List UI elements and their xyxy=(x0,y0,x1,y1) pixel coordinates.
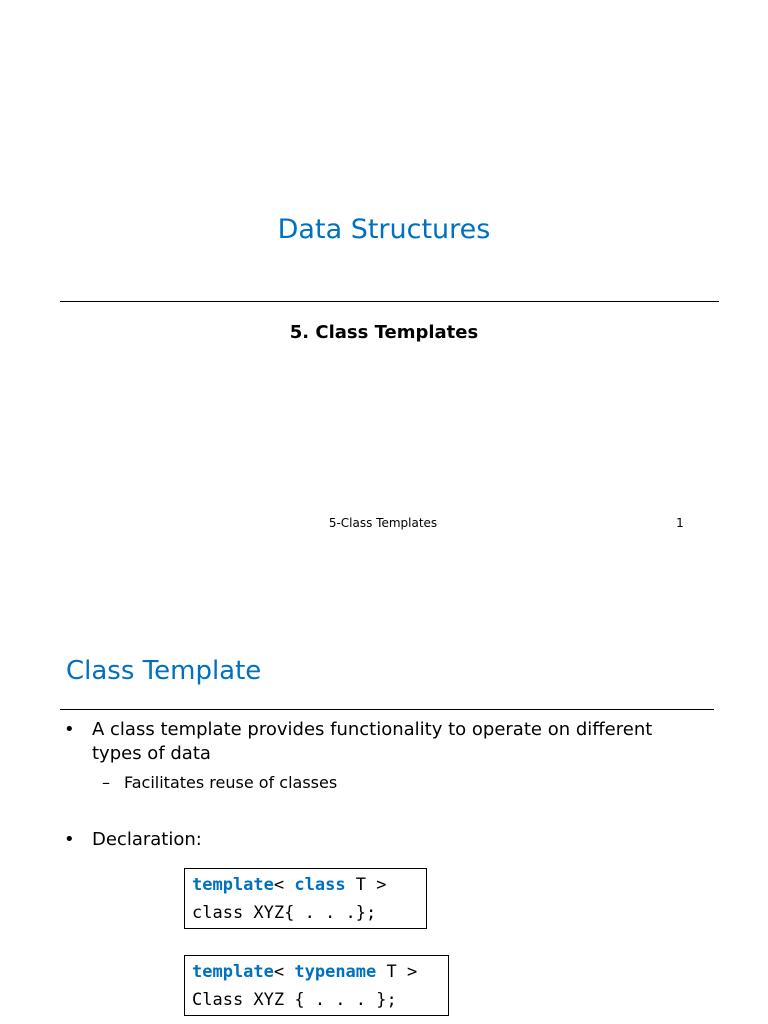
content-slide xyxy=(0,560,768,1024)
code-line: class XYZ{ . . .}; xyxy=(192,903,377,923)
sub-bullet-text: Facilitates reuse of classes xyxy=(124,773,338,792)
bullet-marker: • xyxy=(64,719,75,740)
bullet-text: A class template provides functionality to operate on different types of data xyxy=(92,719,653,764)
code-keyword: template xyxy=(192,962,274,982)
code-line xyxy=(192,958,441,986)
code-keyword: class xyxy=(294,875,346,895)
code-token: T > xyxy=(376,962,418,982)
code-line: Class XYZ { . . . }; xyxy=(192,990,397,1010)
slide-title-divider xyxy=(60,709,714,710)
code-token: < xyxy=(273,875,295,895)
bullet-text: Declaration: xyxy=(92,829,202,850)
title-divider xyxy=(60,301,719,302)
page-number: 1 xyxy=(676,516,684,530)
deck-title: Data Structures xyxy=(277,214,491,245)
code-line xyxy=(192,871,419,899)
bullet-marker: • xyxy=(64,829,75,850)
sub-bullet-marker: – xyxy=(102,773,110,792)
code-keyword: template xyxy=(192,875,274,895)
code-box-class xyxy=(184,868,427,929)
code-keyword: typename xyxy=(294,962,377,982)
code-token: T > xyxy=(345,875,387,895)
slide-footer: 5-Class Templates xyxy=(328,516,438,530)
deck-subtitle: 5. Class Templates xyxy=(289,322,479,343)
code-token: < xyxy=(273,962,295,982)
slide-title: Class Template xyxy=(66,656,262,686)
code-box-typename xyxy=(184,955,449,1016)
